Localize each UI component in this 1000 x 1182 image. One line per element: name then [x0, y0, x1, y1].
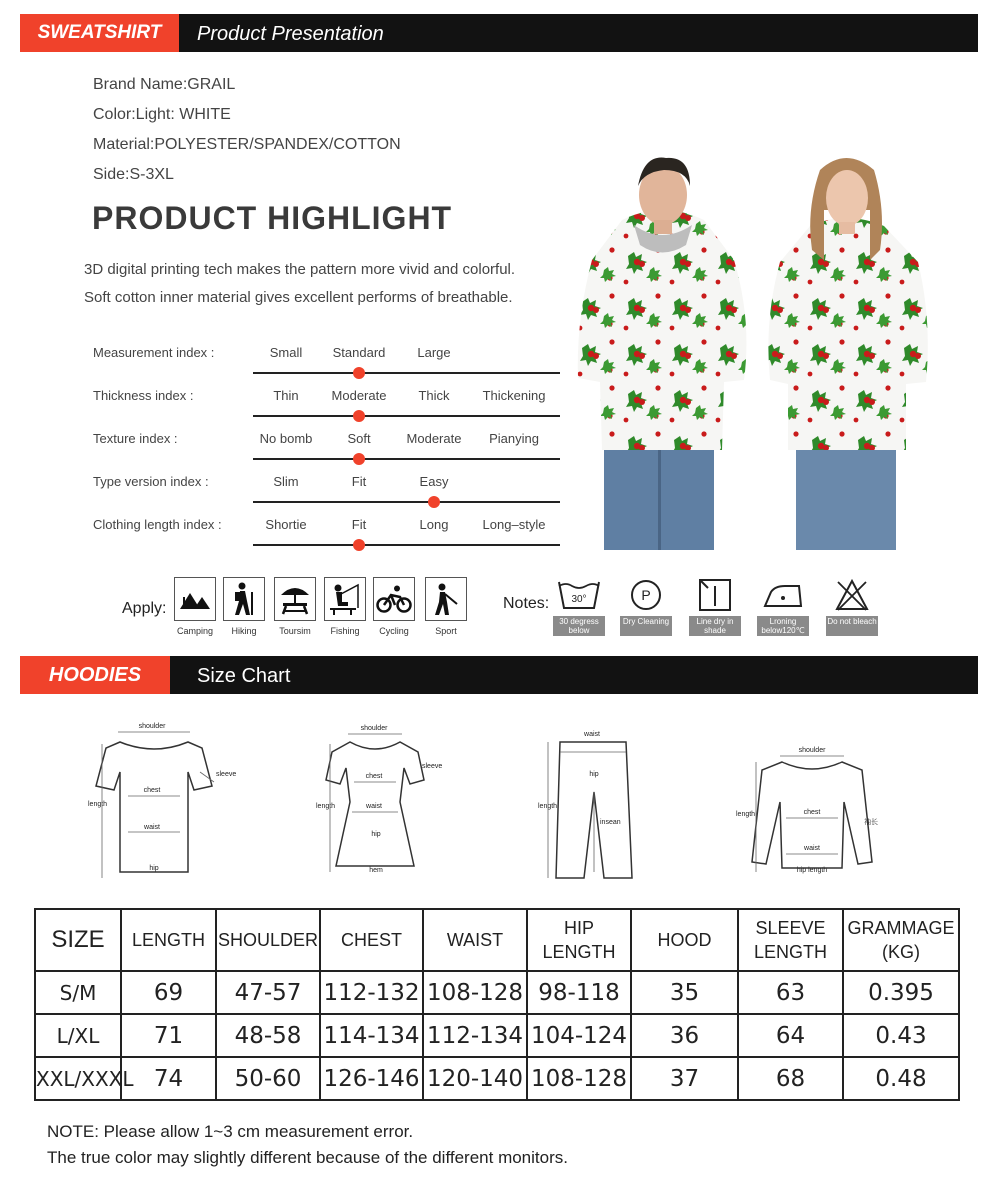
wash-30-icon: [553, 577, 605, 613]
svg-text:sleeve: sleeve: [216, 771, 237, 778]
index-selected-marker: [428, 496, 440, 508]
table-cell: 0.395: [843, 971, 959, 1014]
index-selected-marker: [353, 539, 365, 551]
index-scale-line: [253, 415, 560, 417]
table-cell: 120-140: [423, 1057, 527, 1100]
apply-label: Apply:: [122, 600, 167, 617]
table-cell: 108-128: [527, 1057, 631, 1100]
table-cell: XXL/XXXL: [35, 1057, 121, 1100]
index-scale-line: [253, 372, 560, 374]
index-scale-line: [253, 544, 560, 546]
table-cell: 74: [121, 1057, 216, 1100]
index-option: Thick: [418, 388, 450, 403]
care-no-bleach: Do not bleach: [826, 577, 878, 636]
index-label: Clothing length index :: [93, 517, 222, 532]
table-cell: 68: [738, 1057, 843, 1100]
table-row: [35, 971, 959, 1014]
no-bleach-icon: [826, 577, 878, 613]
table-cell: S/M: [35, 971, 121, 1014]
tourism-icon: [274, 577, 316, 621]
male-model: [578, 158, 747, 550]
svg-text:waist: waist: [366, 803, 382, 810]
hoodies-tag: HOODIES: [20, 656, 170, 694]
table-cell: 69: [121, 971, 216, 1014]
svg-text:袖长: 袖长: [864, 819, 878, 826]
hiking-icon: [223, 577, 265, 621]
care-line-dry: Line dry in shade: [689, 577, 741, 636]
table-cell: 112-132: [320, 971, 423, 1014]
camping-icon: [174, 577, 216, 621]
table-cell: 47-57: [216, 971, 320, 1014]
index-option: Shortie: [265, 517, 307, 532]
model-photos: [574, 150, 944, 550]
index-scale-line: [253, 458, 560, 460]
index-option: Small: [269, 345, 303, 360]
index-label: Texture index :: [93, 431, 178, 446]
index-label: Type version index :: [93, 474, 209, 489]
table-header-row: [35, 909, 959, 971]
table-cell: 108-128: [423, 971, 527, 1014]
svg-text:chest: chest: [143, 787, 161, 794]
index-option: Thickening: [482, 388, 546, 403]
svg-text:hip: hip: [149, 865, 159, 872]
index-selected-marker: [353, 453, 365, 465]
svg-text:length: length: [736, 811, 756, 818]
color-note: The true color may slightly different because of the different monitors.: [47, 1148, 568, 1167]
notes-label: Notes:: [503, 595, 550, 612]
line-dry-shade-icon: [689, 577, 741, 613]
table-cell: 64: [738, 1014, 843, 1057]
activity-sport: Sport: [424, 577, 468, 636]
cycling-icon: [373, 577, 415, 621]
svg-text:sleeve: sleeve: [422, 763, 443, 770]
size-chart-banner: [20, 656, 978, 694]
svg-text:length: length: [88, 801, 108, 808]
table-cell: 71: [121, 1014, 216, 1057]
index-label: Thickness index :: [93, 388, 194, 403]
care-dry-clean: P Dry Cleaning: [620, 577, 672, 636]
index-option: Long–style: [482, 517, 546, 532]
sweatshirt-tag: SWEATSHIRT: [20, 14, 179, 52]
activity-camping: Camping: [173, 577, 217, 636]
svg-text:30°: 30°: [571, 594, 587, 605]
spec-color: Color:Light: WHITE: [93, 106, 231, 123]
table-cell: 37: [631, 1057, 738, 1100]
care-wash: 30° 30 degress below: [553, 577, 605, 636]
table-cell: 98-118: [527, 971, 631, 1014]
col-hip-length: HIP LENGTH: [527, 909, 631, 971]
index-option: Fit: [351, 517, 367, 532]
spec-brand: Brand Name:GRAIL: [93, 76, 236, 93]
col-hood: HOOD: [631, 909, 738, 971]
fishing-icon: [324, 577, 366, 621]
spec-size: Side:S-3XL: [93, 166, 174, 183]
svg-text:insean: insean: [600, 819, 621, 826]
table-cell: 63: [738, 971, 843, 1014]
index-option: Fit: [351, 474, 367, 489]
tshirt-diagram: [68, 712, 248, 892]
measurement-note: NOTE: Please allow 1~3 cm measurement error.: [47, 1122, 414, 1141]
index-option: Large: [417, 345, 451, 360]
svg-text:shoulder: shoulder: [798, 747, 826, 754]
index-option: Easy: [419, 474, 449, 489]
care-ironing: Lroning below120℃: [757, 577, 809, 636]
dry-clean-icon: [620, 577, 672, 613]
svg-text:waist: waist: [144, 824, 160, 831]
table-cell: 104-124: [527, 1014, 631, 1057]
col-sleeve-length: SLEEVE LENGTH: [738, 909, 843, 971]
table-cell: 114-134: [320, 1014, 423, 1057]
table-cell: 36: [631, 1014, 738, 1057]
table-cell: 126-146: [320, 1057, 423, 1100]
col-waist: WAIST: [423, 909, 527, 971]
table-row: [35, 1014, 959, 1057]
svg-text:P: P: [641, 587, 651, 603]
svg-text:waist: waist: [584, 731, 600, 738]
svg-text:shoulder: shoulder: [138, 723, 166, 730]
banner-subtitle: Product Presentation: [197, 23, 384, 45]
index-option: Pianying: [489, 431, 539, 446]
activity-fishing: Fishing: [323, 577, 367, 636]
svg-text:length: length: [538, 803, 558, 810]
iron-icon: [757, 577, 809, 613]
table-cell: 48-58: [216, 1014, 320, 1057]
index-option: No bomb: [259, 431, 313, 446]
svg-text:hip length: hip length: [796, 867, 828, 874]
svg-text:waist: waist: [804, 845, 820, 852]
index-option: Moderate: [331, 388, 387, 403]
col-chest: CHEST: [320, 909, 423, 971]
index-option: Thin: [273, 388, 299, 403]
svg-text:chest: chest: [365, 773, 383, 780]
index-option: Slim: [273, 474, 299, 489]
product-presentation-banner: [20, 14, 978, 52]
spec-material: Material:POLYESTER/SPANDEX/COTTON: [93, 136, 401, 153]
table-cell: 0.48: [843, 1057, 959, 1100]
index-selected-marker: [353, 410, 365, 422]
index-label: Measurement index :: [93, 345, 215, 360]
index-option: Soft: [347, 431, 371, 446]
table-cell: 35: [631, 971, 738, 1014]
highlight-title: PRODUCT HIGHLIGHT: [92, 200, 453, 236]
svg-text:hem: hem: [369, 867, 383, 874]
table-row: [35, 1057, 959, 1100]
index-option: Standard: [332, 345, 386, 360]
dress-diagram: [306, 712, 456, 892]
index-option: Long: [419, 517, 449, 532]
banner-subtitle: Size Chart: [197, 665, 291, 687]
pants-diagram: [528, 712, 648, 892]
highlight-line: Soft cotton inner material gives excellent performs of breathable.: [84, 289, 513, 306]
svg-text:hip: hip: [371, 831, 381, 838]
table-cell: L/XL: [35, 1014, 121, 1057]
activity-tourism: Toursim: [273, 577, 317, 636]
svg-text:length: length: [316, 803, 336, 810]
index-scale-line: [253, 501, 560, 503]
table-cell: 112-134: [423, 1014, 527, 1057]
table-cell: 50-60: [216, 1057, 320, 1100]
female-model: [768, 158, 927, 550]
col-length: LENGTH: [121, 909, 216, 971]
col-shoulder: SHOULDER: [216, 909, 320, 971]
shirt-diagram: [726, 712, 896, 892]
activity-cycling: Cycling: [372, 577, 416, 636]
svg-text:shoulder: shoulder: [360, 725, 388, 732]
sport-icon: [425, 577, 467, 621]
size-chart-table: [34, 908, 960, 1101]
svg-text:chest: chest: [803, 809, 821, 816]
highlight-line: 3D digital printing tech makes the pattern more vivid and colorful.: [84, 261, 516, 278]
index-selected-marker: [353, 367, 365, 379]
activity-hiking: Hiking: [222, 577, 266, 636]
svg-text:hip: hip: [589, 771, 599, 778]
col-size: SIZE: [35, 909, 121, 971]
index-option: Moderate: [406, 431, 462, 446]
col-grammage: GRAMMAGE (KG): [843, 909, 959, 971]
table-cell: 0.43: [843, 1014, 959, 1057]
